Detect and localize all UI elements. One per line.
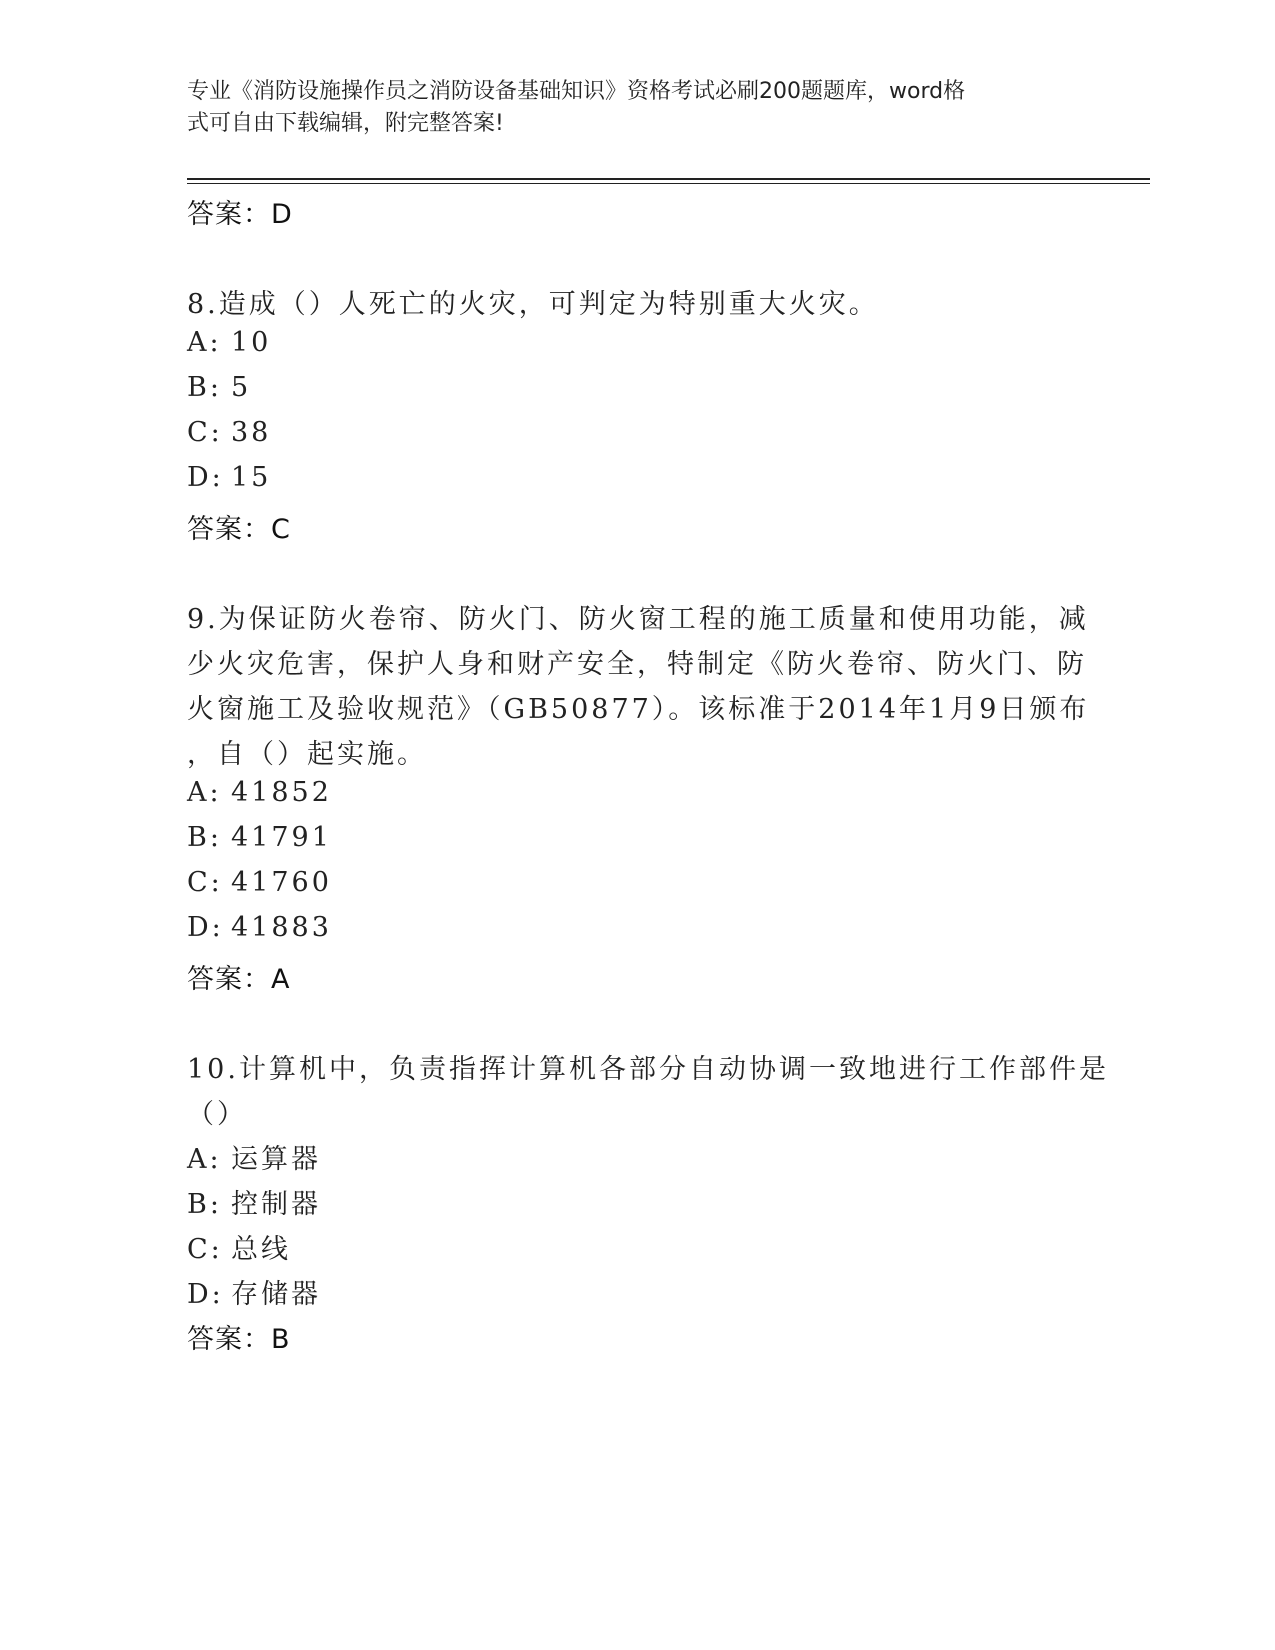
option-label: B: bbox=[187, 1189, 222, 1220]
question-9-option-b bbox=[187, 822, 332, 853]
option-value: 5 bbox=[231, 372, 252, 403]
option-value: 41883 bbox=[231, 912, 332, 943]
option-value: 控制器 bbox=[231, 1189, 321, 1220]
option-value: 10 bbox=[231, 327, 272, 358]
question-10-option-a bbox=[187, 1137, 321, 1176]
question-8-answer: 答案：C bbox=[187, 514, 291, 545]
option-label: A: bbox=[187, 327, 222, 358]
question-9-option-c bbox=[187, 867, 332, 898]
option-value: 41852 bbox=[231, 777, 332, 808]
option-label: B: bbox=[187, 822, 222, 853]
option-label: A: bbox=[187, 1144, 222, 1175]
option-value: 存储器 bbox=[231, 1279, 321, 1310]
question-9-option-d bbox=[187, 912, 332, 943]
page-header bbox=[187, 76, 1067, 140]
question-10-answer: 答案：B bbox=[187, 1324, 291, 1355]
option-value: 运算器 bbox=[231, 1144, 321, 1175]
option-label: A: bbox=[187, 777, 222, 808]
question-8-option-d bbox=[187, 462, 271, 493]
option-value: 41760 bbox=[231, 867, 332, 898]
question-10-option-d bbox=[187, 1272, 321, 1311]
question-9-stem-line-4: ，自（）起实施。 bbox=[187, 739, 427, 770]
header-divider bbox=[187, 178, 1150, 180]
option-label: C: bbox=[187, 417, 223, 448]
question-9-answer: 答案：A bbox=[187, 964, 291, 995]
option-value: 41791 bbox=[231, 822, 332, 853]
header-line-2: 式可自由下载编辑，附完整答案! bbox=[187, 111, 504, 136]
option-label: D: bbox=[187, 912, 224, 943]
question-10-option-b bbox=[187, 1182, 321, 1221]
question-8-option-c bbox=[187, 417, 271, 448]
question-8-option-a bbox=[187, 327, 271, 358]
option-value: 总线 bbox=[231, 1234, 291, 1265]
header-divider-thin bbox=[187, 183, 1150, 184]
option-label: C: bbox=[187, 867, 223, 898]
question-10-option-c bbox=[187, 1227, 291, 1266]
option-label: D: bbox=[187, 1279, 224, 1310]
question-10-stem-line-2: （） bbox=[187, 1099, 247, 1130]
option-value: 15 bbox=[231, 462, 272, 493]
question-9-stem-line-1: 9.为保证防火卷帘、防火门、防火窗工程的施工质量和使用功能，减 bbox=[187, 604, 1089, 635]
option-label: C: bbox=[187, 1234, 223, 1265]
question-9-stem-line-3: 火窗施工及验收规范》（GB50877）。该标准于2014年1月9日颁布 bbox=[187, 694, 1090, 725]
previous-answer: 答案：D bbox=[187, 199, 293, 230]
question-8-stem: 8.造成（）人死亡的火灾，可判定为特别重大火灾。 bbox=[187, 289, 879, 320]
question-9-stem-line-2: 少火灾危害，保护人身和财产安全，特制定《防火卷帘、防火门、防 bbox=[187, 649, 1087, 680]
option-label: D: bbox=[187, 462, 224, 493]
option-label: B: bbox=[187, 372, 222, 403]
header-line-1: 专业《消防设施操作员之消防设备基础知识》资格考试必刷200题题库，word格 bbox=[187, 79, 966, 104]
question-8-option-b bbox=[187, 372, 251, 403]
question-9-option-a bbox=[187, 777, 332, 808]
option-value: 38 bbox=[231, 417, 272, 448]
question-10-stem-line-1: 10.计算机中，负责指挥计算机各部分自动协调一致地进行工作部件是 bbox=[187, 1054, 1109, 1085]
